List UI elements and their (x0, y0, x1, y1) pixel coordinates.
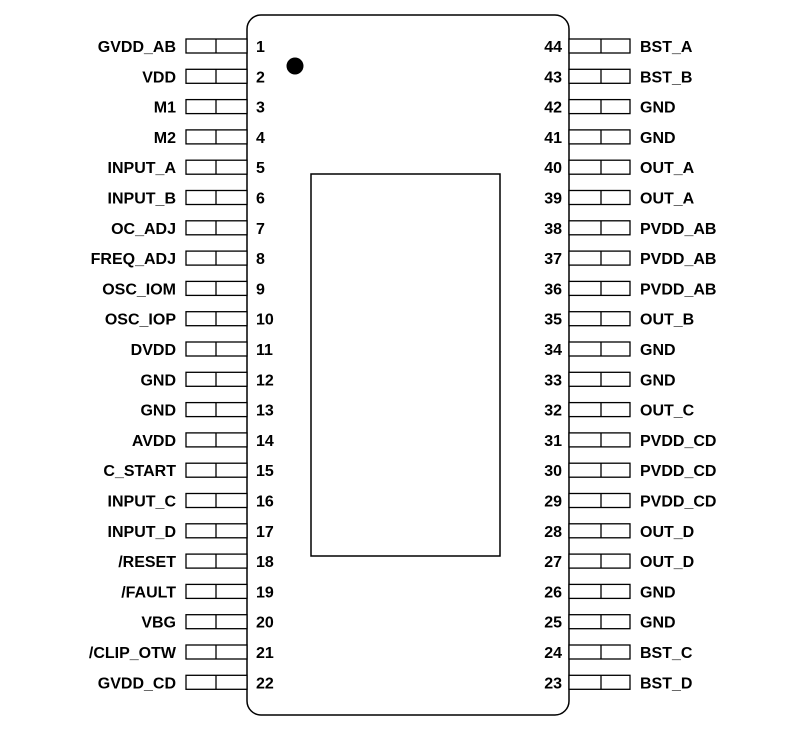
pin-6 (108, 191, 265, 208)
pin-31 (544, 433, 716, 450)
pin-number-label: 36 (544, 281, 562, 299)
pin-lead (569, 675, 630, 689)
pin-lead (569, 645, 630, 659)
pin-number-label: 15 (256, 463, 274, 481)
pin-37 (544, 251, 716, 268)
pin-name-label: FREQ_ADJ (90, 251, 176, 269)
pin-name-label: /FAULT (121, 584, 176, 602)
pin-number-label: 5 (256, 160, 265, 178)
pin-name-label: INPUT_A (107, 160, 176, 178)
pin-name-label: GND (640, 584, 676, 602)
pin-number-label: 7 (256, 220, 265, 238)
pin-name-label: PVDD_AB (640, 220, 717, 238)
pin-21 (89, 645, 274, 662)
pin-lead (569, 191, 630, 205)
pin-lead (569, 221, 630, 235)
pin-number-label: 31 (544, 432, 562, 450)
pin-38 (544, 221, 716, 238)
pin-30 (544, 463, 716, 480)
pin-2 (142, 69, 265, 86)
pin-name-label: OC_ADJ (111, 220, 176, 238)
pin-number-label: 39 (544, 190, 562, 208)
pin-name-label: DVDD (130, 342, 176, 359)
pin-number-label: 4 (256, 129, 265, 147)
pin-number-label: 8 (256, 251, 265, 269)
pin-number-label: 41 (544, 129, 562, 147)
pin-number-label: 6 (256, 190, 265, 208)
pin-name-label: OSC_IOM (102, 281, 176, 299)
pin-lead (569, 251, 630, 265)
pin-lead (569, 281, 630, 295)
pin-number-label: 32 (544, 402, 562, 420)
pin-name-label: INPUT_B (107, 190, 176, 208)
pin-name-label: GND (640, 99, 676, 117)
pin-lead (569, 524, 630, 538)
pin-name-label: M1 (153, 99, 176, 117)
pin-lead (569, 160, 630, 174)
pin-name-label: PVDD_CD (640, 493, 717, 511)
pin-number-label: 2 (256, 69, 265, 87)
pin-number-label: 14 (256, 432, 274, 450)
pin-name-label: OUT_B (640, 311, 695, 329)
pin-name-label: OUT_A (640, 190, 695, 208)
left-pin-column (89, 39, 274, 692)
pin-name-label: PVDD_AB (640, 251, 717, 269)
pin-number-label: 12 (256, 372, 274, 390)
pin-number-label: 35 (544, 311, 562, 329)
pin-name-label: GND (140, 402, 176, 420)
pin-lead (569, 100, 630, 114)
pin-name-label: PVDD_CD (640, 432, 717, 450)
pin-lead (569, 463, 630, 477)
pin-number-label: 37 (544, 251, 562, 269)
pin-number-label: 13 (256, 402, 274, 420)
pin-name-label: C_START (103, 463, 176, 481)
pin-name-label: VBG (141, 614, 176, 632)
pin-name-label: OUT_C (640, 402, 695, 420)
pin-lead (569, 494, 630, 508)
pin-name-label: INPUT_C (107, 493, 176, 511)
pin-name-label: GVDD_AB (97, 39, 176, 56)
pin-22 (98, 675, 274, 692)
pin-number-label: 27 (544, 554, 562, 572)
pin-name-label: BST_B (640, 69, 693, 87)
pin-number-label: 10 (256, 311, 274, 329)
pin-name-label: /RESET (118, 554, 176, 572)
pin-number-label: 33 (544, 372, 562, 390)
pin-1-indicator-dot (287, 58, 304, 75)
pin-number-label: 43 (544, 69, 562, 87)
pin-name-label: BST_C (640, 645, 693, 662)
pin-number-label: 16 (256, 493, 274, 511)
pin-number-label: 20 (256, 614, 274, 632)
pin-name-label: GND (640, 372, 676, 390)
pin-name-label: M2 (153, 129, 176, 147)
pin-name-label: PVDD_AB (640, 281, 717, 299)
pin-name-label: GND (140, 372, 176, 390)
pin-number-label: 22 (256, 675, 274, 693)
pin-name-label: AVDD (131, 432, 176, 450)
pin-36 (544, 281, 716, 298)
pin-lead (569, 39, 630, 53)
pin-lead (569, 130, 630, 144)
pin-9 (102, 281, 265, 298)
pin-1 (98, 39, 265, 56)
pin-number-label: 44 (544, 39, 562, 56)
pin-5 (108, 160, 265, 177)
pin-number-label: 18 (256, 554, 274, 572)
pin-number-label: 21 (256, 645, 274, 662)
pin-number-label: 17 (256, 523, 274, 541)
pin-name-label: PVDD_CD (640, 463, 717, 481)
right-pin-column (544, 39, 716, 692)
pin-name-label: OUT_A (640, 160, 695, 178)
pin-lead (569, 312, 630, 326)
pin-8 (91, 251, 265, 268)
pin-name-label: GVDD_CD (97, 675, 176, 693)
pin-number-label: 40 (544, 160, 562, 178)
pin-number-label: 11 (256, 342, 273, 359)
pin-name-label: OUT_D (640, 554, 695, 572)
pin-number-label: 26 (544, 584, 562, 602)
pin-name-label: BST_D (640, 675, 693, 693)
pin-name-label: OSC_IOP (104, 311, 176, 329)
pin-name-label: INPUT_D (107, 523, 176, 541)
pin-number-label: 34 (544, 342, 562, 359)
pin-number-label: 1 (256, 39, 265, 56)
pin-number-label: 24 (544, 645, 562, 662)
pin-number-label: 42 (544, 99, 562, 117)
pin-lead (569, 615, 630, 629)
pin-lead (569, 342, 630, 356)
pin-number-label: 30 (544, 463, 562, 481)
pin-lead (569, 403, 630, 417)
pin-number-label: 25 (544, 614, 562, 632)
thermal-pad (311, 174, 500, 556)
pin-name-label: GND (640, 342, 676, 359)
pin-name-label: VDD (142, 69, 176, 87)
pin-number-label: 38 (544, 220, 562, 238)
pin-lead (569, 69, 630, 83)
pin-number-label: 19 (256, 584, 274, 602)
pin-7 (111, 221, 265, 238)
pin-lead (569, 584, 630, 598)
pin-29 (544, 494, 716, 511)
pin-name-label: BST_A (640, 39, 693, 56)
pin-lead (569, 372, 630, 386)
pin-number-label: 28 (544, 523, 562, 541)
pin-name-label: GND (640, 129, 676, 147)
pin-number-label: 3 (256, 99, 265, 117)
pin-lead (569, 433, 630, 447)
pin-name-label: GND (640, 614, 676, 632)
pin-name-label: OUT_D (640, 523, 695, 541)
pin-lead (569, 554, 630, 568)
pin-number-label: 23 (544, 675, 562, 693)
pin-name-label: /CLIP_OTW (88, 645, 176, 662)
pin-number-label: 29 (544, 493, 562, 511)
pin-number-label: 9 (256, 281, 265, 299)
